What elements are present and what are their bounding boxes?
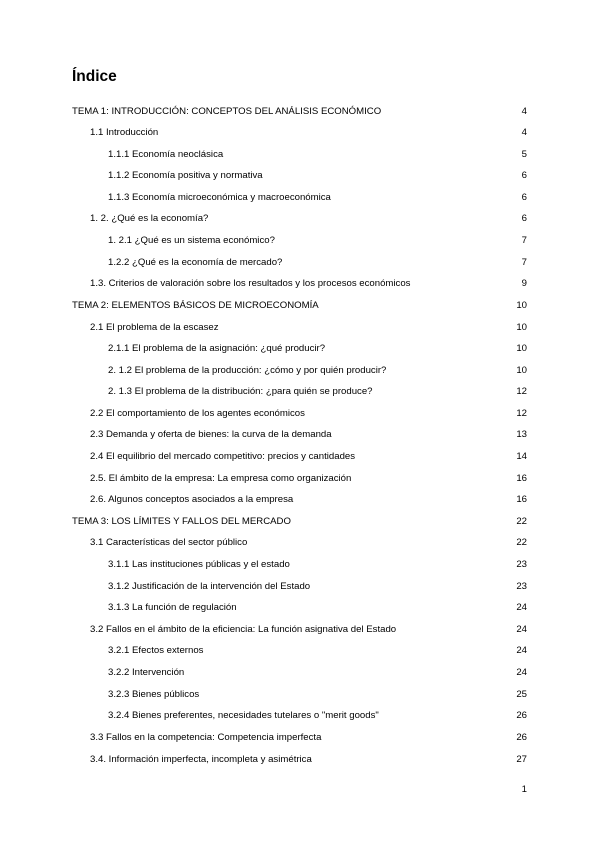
toc-entry[interactable] <box>0 105 600 119</box>
toc-entry-page: 4 <box>521 106 527 117</box>
toc-entry-page: 26 <box>516 732 527 743</box>
toc-entry[interactable] <box>0 299 600 313</box>
toc-entry-page: 10 <box>516 343 527 354</box>
toc-entry-label: 2.2 El comportamiento de los agentes económicos <box>90 408 305 419</box>
toc-entry-page: 6 <box>521 213 527 224</box>
toc-entry-page: 4 <box>521 127 527 138</box>
toc-entry[interactable] <box>0 536 600 550</box>
toc-entry-label: TEMA 2: ELEMENTOS BÁSICOS DE MICROECONOMÍA <box>72 300 319 311</box>
toc-entry-page: 9 <box>521 278 527 289</box>
toc-entry-page: 24 <box>516 624 527 635</box>
toc-entry-label: 2.6. Algunos conceptos asociados a la empresa <box>90 494 294 505</box>
toc-entry-page: 16 <box>516 494 527 505</box>
toc-entry[interactable] <box>0 191 600 205</box>
toc-entry-page: 10 <box>516 300 527 311</box>
toc-entry-page: 22 <box>516 516 527 527</box>
toc-entry[interactable] <box>0 277 600 291</box>
toc-entry[interactable] <box>0 385 600 399</box>
toc-entry-label: 3.2.4 Bienes preferentes, necesidades tutelares o "merit goods" <box>108 710 379 721</box>
toc-entry-label: 3.2.2 Intervención <box>108 667 185 678</box>
toc-entry[interactable] <box>0 688 600 702</box>
toc-entry-page: 10 <box>516 365 527 376</box>
toc-entry-label: 3.2 Fallos en el ámbito de la eficiencia: La función asignativa del Estado <box>90 624 397 635</box>
toc-entry-page: 26 <box>516 710 527 721</box>
toc-entry-label: 1.3. Criterios de valoración sobre los resultados y los procesos económicos <box>90 278 411 289</box>
toc-entry-label: 1.1 Introducción <box>90 127 159 138</box>
toc-entry[interactable] <box>0 731 600 745</box>
toc-entry[interactable] <box>0 126 600 140</box>
toc-entry-page: 24 <box>516 645 527 656</box>
toc-entry-label: 2.5. El ámbito de la empresa: La empresa como organización <box>90 473 352 484</box>
toc-entry-page: 7 <box>521 235 527 246</box>
toc-entry-label: 2.4 El equilibrio del mercado competitivo: precios y cantidades <box>90 451 356 462</box>
toc-entry[interactable] <box>0 601 600 615</box>
toc-entry-page: 24 <box>516 667 527 678</box>
toc-entry-label: TEMA 1: INTRODUCCIÓN: CONCEPTOS DEL ANÁLISIS ECONÓMICO <box>72 106 382 117</box>
toc-entry[interactable] <box>0 558 600 572</box>
toc-entry-page: 6 <box>521 192 527 203</box>
toc-entry-page: 12 <box>516 408 527 419</box>
toc-entry-label: 3.1.1 Las instituciones públicas y el estado <box>108 559 290 570</box>
toc-entry-page: 23 <box>516 559 527 570</box>
toc-entry-label: 3.3 Fallos en la competencia: Competencia imperfecta <box>90 732 322 743</box>
toc-entry[interactable] <box>0 493 600 507</box>
toc-entry[interactable] <box>0 342 600 356</box>
toc-entry-label: 2.3 Demanda y oferta de bienes: la curva de la demanda <box>90 429 332 440</box>
toc-entry-page: 23 <box>516 581 527 592</box>
toc-entry[interactable] <box>0 580 600 594</box>
toc-entry-page: 27 <box>516 754 527 765</box>
toc-title: Índice <box>72 68 117 85</box>
toc-entry-page: 25 <box>516 689 527 700</box>
toc-entry[interactable] <box>0 364 600 378</box>
toc-entry-page: 5 <box>521 149 527 160</box>
toc-entry[interactable] <box>0 256 600 270</box>
toc-entry-label: 1.1.3 Economía microeconómica y macroeconómica <box>108 192 331 203</box>
toc-entry-page: 24 <box>516 602 527 613</box>
toc-entry-page: 10 <box>516 322 527 333</box>
toc-entry-label: 3.1.2 Justificación de la intervención del Estado <box>108 581 311 592</box>
toc-entry-page: 6 <box>521 170 527 181</box>
toc-entry-page: 7 <box>521 257 527 268</box>
toc-entry-label: 1.1.1 Economía neoclásica <box>108 149 224 160</box>
toc-entry-label: 1.2.2 ¿Qué es la economía de mercado? <box>108 257 283 268</box>
toc-entry-label: 1.1.2 Economía positiva y normativa <box>108 170 263 181</box>
toc-entry-page: 22 <box>516 537 527 548</box>
toc-entry[interactable] <box>0 753 600 767</box>
toc-entry[interactable] <box>0 428 600 442</box>
toc-entry[interactable] <box>0 148 600 162</box>
toc-entry-label: 2. 1.2 El problema de la producción: ¿cómo y por quién producir? <box>108 365 387 376</box>
toc-entry[interactable] <box>0 644 600 658</box>
toc-entry-label: TEMA 3: LOS LÍMITES Y FALLOS DEL MERCADO <box>72 516 291 527</box>
toc-entry[interactable] <box>0 212 600 226</box>
toc-entry[interactable] <box>0 450 600 464</box>
page-number: 1 <box>521 784 527 795</box>
toc-entry[interactable] <box>0 321 600 335</box>
toc-entry-label: 2. 1.3 El problema de la distribución: ¿para quién se produce? <box>108 386 373 397</box>
toc-entry[interactable] <box>0 407 600 421</box>
toc-entry[interactable] <box>0 515 600 529</box>
toc-entry-label: 2.1.1 El problema de la asignación: ¿qué producir? <box>108 343 326 354</box>
toc-entry-page: 12 <box>516 386 527 397</box>
toc-entry-label: 1. 2.1 ¿Qué es un sistema económico? <box>108 235 275 246</box>
toc-entry[interactable] <box>0 472 600 486</box>
toc-entry-page: 16 <box>516 473 527 484</box>
toc-entry-label: 3.1 Características del sector público <box>90 537 248 548</box>
toc-entry-label: 3.4. Información imperfecta, incompleta y asimétrica <box>90 754 312 765</box>
toc-entry-label: 3.2.3 Bienes públicos <box>108 689 200 700</box>
toc-entry-page: 13 <box>516 429 527 440</box>
toc-entry-page: 14 <box>516 451 527 462</box>
toc-entry[interactable] <box>0 169 600 183</box>
toc-entry-label: 1. 2. ¿Qué es la economía? <box>90 213 209 224</box>
toc-entry-label: 3.2.1 Efectos externos <box>108 645 204 656</box>
toc-entry[interactable] <box>0 234 600 248</box>
toc-entry-label: 2.1 El problema de la escasez <box>90 322 219 333</box>
toc-entry[interactable] <box>0 709 600 723</box>
toc-entry[interactable] <box>0 666 600 680</box>
toc-entry[interactable] <box>0 623 600 637</box>
toc-entry-label: 3.1.3 La función de regulación <box>108 602 237 613</box>
